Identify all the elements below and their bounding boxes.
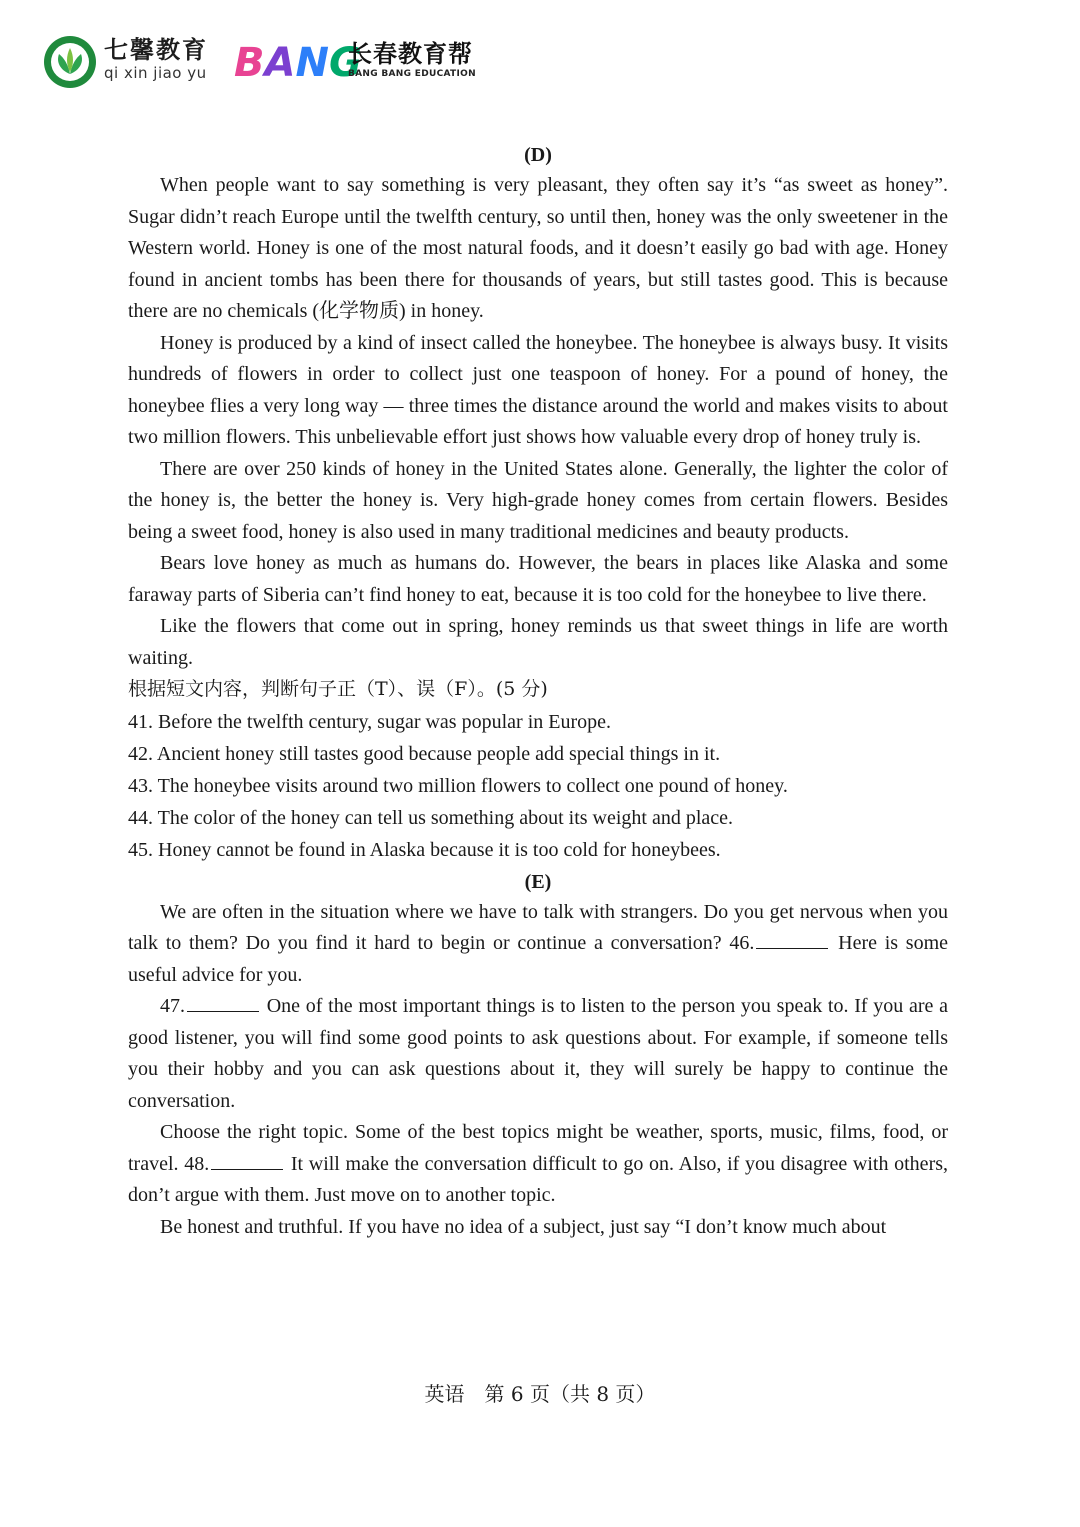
section-e-paragraph-1 <box>128 897 948 992</box>
page-header <box>42 34 642 90</box>
section-e-p3-end: It will make the conversation difficult to go on. Also, if you disagree with others, don’t argue with them. Just move on to another topic. <box>128 1152 949 1207</box>
section-e-p1-end: Here is some useful advice for you. <box>128 932 948 986</box>
section-e-p1-text: We are often in the situation where we have to talk with strangers. Do you get nervous when you talk to them? Do you find it hard to begin or continue a conversation? 46. <box>128 900 948 955</box>
section-d-instruction: 根据短文内容，判断句子正（T）、误（F）。(5 分) <box>128 678 548 700</box>
bang-logo-subtitle: BANG BANG EDUCATION <box>348 69 476 79</box>
question-44: 44. The color of the honey can tell us something about its weight and place. <box>128 807 734 830</box>
qixin-logo-pinyin: qi xin jiao yu <box>104 64 207 82</box>
question-42: 42. Ancient honey still tastes good because people add special things in it. <box>128 742 721 765</box>
section-e-p2-text: One of the most important things is to listen to the person you speak to. If you are a good listener, you will find some good points to ask questions about. For example, if someone tells you their hobby and you can ask questions about it, they will surely be happy to continue the conversation. <box>128 995 948 1112</box>
answer-blank-47 <box>187 991 259 1012</box>
section-d-paragraph: Bears love honey as much as humans do. However, the bears in places like Alaska and some faraway parts of Siberia can’t find honey to eat, because it is too cold for the honeybee to live there. <box>128 552 948 606</box>
svg-text:BANG: BANG <box>234 40 362 86</box>
qixin-logo-icon <box>42 34 98 90</box>
section-d-paragraph: There are over 250 kinds of honey in the United States alone. Generally, the lighter the color of the honey is, the better the honey is. Very high-grade honey comes from certain flowers. Besides being a sweet food, honey is also used in many traditional medicines and beauty products. <box>128 457 948 543</box>
section-e-paragraph-4: Be honest and truthful. If you have no idea of a subject, just say “I don’t know much about <box>160 1215 887 1238</box>
question-41: 41. Before the twelfth century, sugar was popular in Europe. <box>128 710 611 733</box>
page-footer: 英语 第 6 页（共 8 页） <box>424 1382 656 1406</box>
exam-content <box>128 140 948 1243</box>
qixin-logo-name: 七馨教育 <box>104 36 208 64</box>
section-d-paragraph: When people want to say something is very pleasant, they often say it’s “as sweet as honey”. Sugar didn’t reach Europe until the twelfth century, so until then, honey was the only sweetener in the Western world. Honey is one of the most natural foods, and it doesn’t easily go bad with age. Honey found in ancient tombs has been there for thousands of years, but still tastes good. This is because there are no chemicals (化学物质) in honey. <box>128 174 948 322</box>
question-45: 45. Honey cannot be found in Alaska because it is too cold for honeybees. <box>128 839 721 862</box>
bang-logo-name: 长春教育帮 <box>348 40 473 68</box>
section-e-p2-number: 47. <box>160 995 185 1018</box>
answer-blank-48 <box>211 1149 283 1170</box>
question-43: 43. The honeybee visits around two million flowers to collect one pound of honey. <box>128 774 788 797</box>
bang-logo-text <box>348 40 476 80</box>
section-e-paragraph-2 <box>128 991 948 1117</box>
bang-logo-icon <box>232 36 362 86</box>
section-e-title: (E) <box>524 870 552 893</box>
answer-blank-46 <box>756 928 828 949</box>
qixin-logo-text <box>104 36 208 82</box>
section-e-p3-text: Choose the right topic. Some of the best topics might be weather, sports, music, films, food, or travel. 48. <box>128 1121 948 1175</box>
section-e-paragraph-3 <box>128 1117 948 1212</box>
section-d-paragraph: Honey is produced by a kind of insect called the honeybee. The honeybee is always busy. It visits hundreds of flowers in order to collect just one teaspoon of honey. For a pound of honey, the honeybee flies a very long way — three times the distance around the world and makes visits to about two million flowers. This unbelievable effort just shows how valuable every drop of honey truly is. <box>128 331 948 448</box>
section-d-paragraph: Like the flowers that come out in spring, honey reminds us that sweet things in life are worth waiting. <box>128 615 948 669</box>
section-d-title: (D) <box>524 144 552 166</box>
